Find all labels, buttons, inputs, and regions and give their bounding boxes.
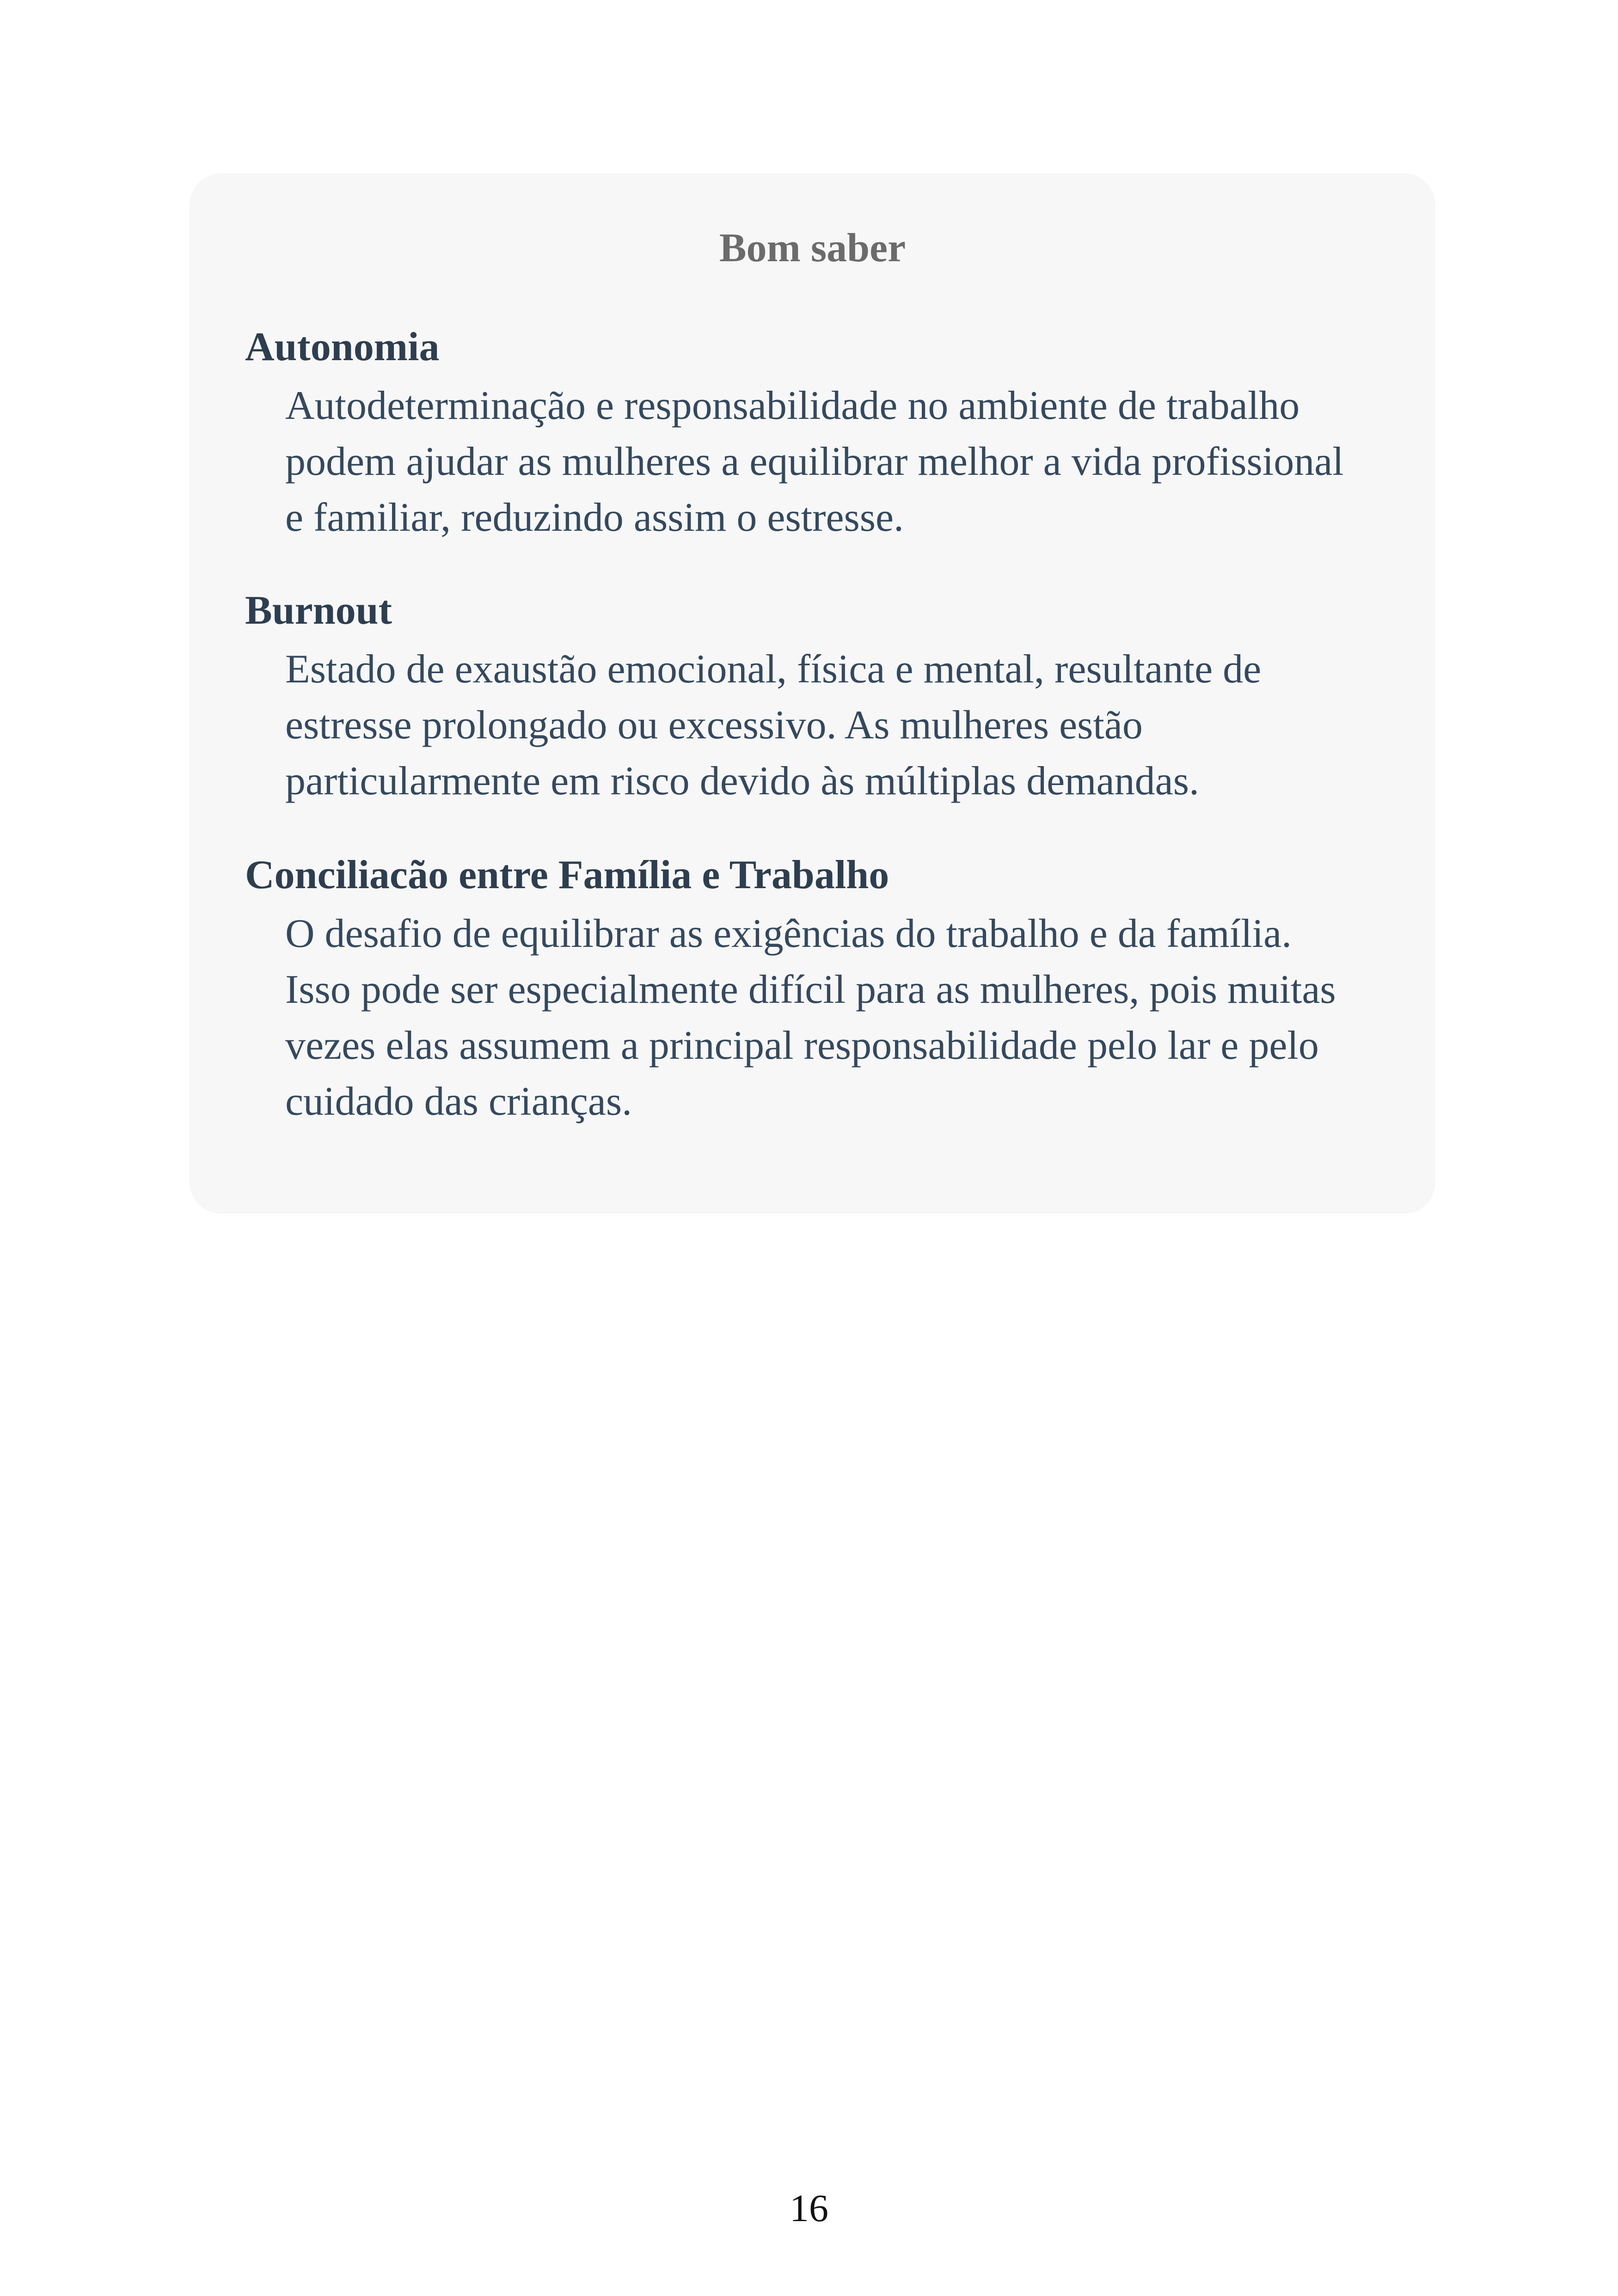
glossary-definition: Autodeterminação e responsabilidade no ambiente de trabalho podem ajudar as mulheres a equilibrar melhor a vida profissional e familiar, reduzindo assim o estresse.	[285, 383, 1344, 540]
glossary-definition: O desafio de equilibrar as exigências do trabalho e da família. Isso pode ser especialmente difícil para as mulheres, pois muitas vezes elas assumem a principal responsabilidade pelo lar e pelo cuidado das crianças.	[285, 911, 1336, 1124]
glossary-entry	[245, 326, 1366, 546]
glossary-term: Autonomia	[245, 325, 440, 369]
glossary-entry	[245, 589, 1366, 809]
glossary-entry	[245, 854, 1366, 1130]
info-box-title: Bom saber	[719, 226, 906, 270]
info-box	[190, 173, 1435, 1214]
glossary-definition: Estado de exaustão emocional, física e mental, resultante de estresse prolongado ou excessivo. As mulheres estão particularmente em risco devido às múltiplas demandas.	[285, 647, 1262, 804]
glossary-term: Burnout	[245, 588, 392, 633]
page-number: 16	[790, 2187, 828, 2230]
glossary-term: Conciliacão entre Família e Trabalho	[245, 853, 889, 897]
